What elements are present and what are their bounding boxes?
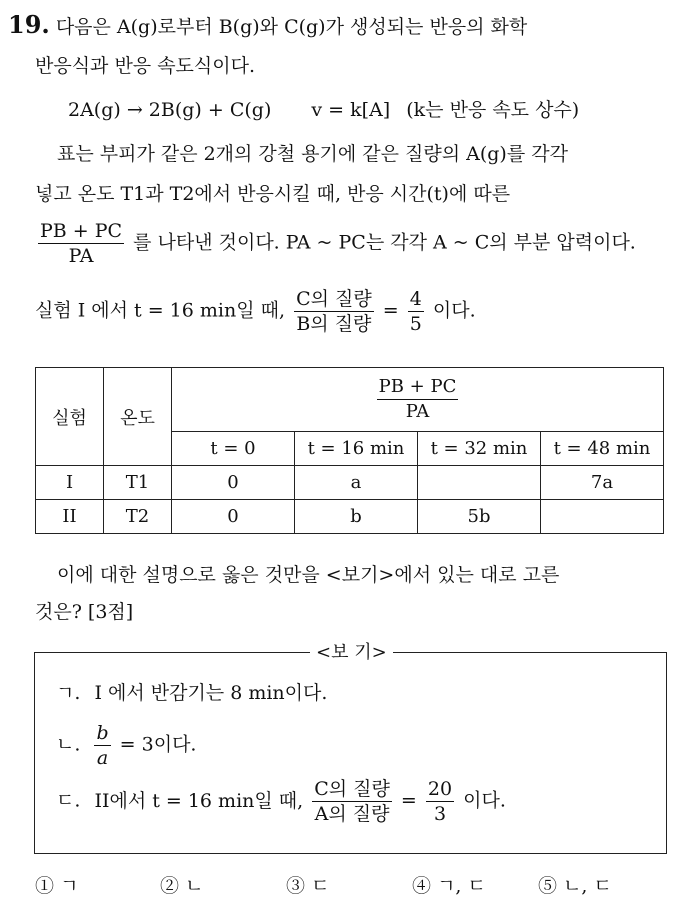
bogi-fraction-numerator: b: [96, 722, 109, 744]
bogi-item-2: [56, 722, 196, 769]
header-ratio-fraction: [377, 376, 459, 423]
header-ratio-numerator: PB + PC: [377, 376, 459, 400]
table-cell: b: [295, 500, 418, 534]
bogi-value-fraction: [426, 778, 454, 825]
bogi-fraction-denominator: a: [96, 747, 109, 769]
table-cell: a: [295, 466, 418, 500]
para-1: 표는 부피가 같은 2개의 강철 용기에 같은 질량의 A(g)를 각각: [57, 143, 568, 165]
pressure-ratio-numerator: PB + PC: [40, 220, 123, 242]
choice-3[interactable]: [286, 874, 329, 898]
bogi-value-numerator: 20: [427, 778, 453, 800]
row-temperature: T2: [104, 500, 172, 534]
question-line-2: 반응식과 반응 속도식이다.: [35, 55, 256, 77]
table-cell: 0: [172, 466, 295, 500]
bogi-item-3: ㄷ. II에서 t = 16 min일 때, $\frac{\text{C의 질량}}{\text{A의 질량}}$ = $\frac{20}{3}$ 이다.: [56, 778, 506, 825]
bogi-mass-numerator: C의 질량: [314, 778, 390, 800]
header-temperature: 온도: [104, 368, 172, 466]
choice-number: ①: [35, 875, 55, 897]
bogi-label: ㄱ.: [56, 682, 81, 704]
reaction-equation: 2A(g) → 2B(g) + C(g): [68, 99, 272, 121]
bogi-mass-fraction: [312, 778, 392, 825]
mass-ratio-fraction: [294, 288, 374, 335]
bogi-text: 이다.: [463, 789, 506, 812]
bogi-value-denominator: 3: [433, 803, 447, 825]
bogi-text: = 3이다.: [119, 733, 197, 756]
mass-ratio-value-denominator: 5: [409, 313, 422, 335]
choice-text: ㄴ, ㄷ: [563, 875, 612, 897]
bogi-item-1: [56, 681, 327, 705]
bogi-text-head: II에서 t = 16 min일 때,: [94, 789, 304, 812]
choice-text: ㄴ: [185, 875, 204, 897]
choice-text: ㄷ: [311, 875, 330, 897]
mass-ratio-denominator: B의 질량: [296, 313, 372, 335]
rate-law: v = k[A]: [311, 99, 391, 121]
bogi-fraction: [94, 722, 110, 769]
header-experiment: 실험: [36, 368, 104, 466]
choice-5[interactable]: [538, 874, 612, 898]
time-header: t = 48 min: [541, 432, 664, 466]
table-cell: [418, 466, 541, 500]
experiment-condition: 실험 I 에서 t = 16 min일 때, $\frac{\text{C의 질량}}{\text{B의 질량}}$ = $\frac{4}{5}$ 이다.: [35, 288, 476, 335]
time-header: t = 32 min: [418, 432, 541, 466]
question-line-1: [8, 10, 528, 39]
choice-number: ③: [286, 875, 306, 897]
question-text-1: 다음은 A(g)로부터 B(g)와 C(g)가 생성되는 반응의 화학: [55, 16, 528, 38]
para-3: [35, 220, 636, 267]
choice-2[interactable]: [160, 874, 203, 898]
mass-ratio-numerator: C의 질량: [296, 288, 372, 310]
data-table: [35, 367, 664, 534]
bogi-mass-denominator: A의 질량: [314, 803, 390, 825]
table-cell: 0: [172, 500, 295, 534]
choice-1[interactable]: [35, 874, 78, 898]
para-3-text: 를 나타낸 것이다. PA ~ PC는 각각 A ~ C의 부분 압력이다.: [133, 231, 636, 254]
table-cell: 5b: [418, 500, 541, 534]
header-ratio: [172, 368, 664, 432]
header-ratio-denominator: PA: [405, 401, 430, 422]
row-experiment: I: [36, 466, 104, 500]
bogi-text: I 에서 반감기는 8 min이다.: [94, 682, 328, 704]
prompt-line-1: 이에 대한 설명으로 옳은 것만을 <보기>에서 있는 대로 고른: [57, 564, 560, 586]
bogi-title: <보 기>: [310, 643, 393, 663]
choice-number: ②: [160, 875, 180, 897]
table-cell: [541, 500, 664, 534]
para-2: 넣고 온도 T1과 T2에서 반응시킬 때, 반응 시간(t)에 따른: [35, 183, 511, 205]
prompt-line-2: 것은? [3점]: [35, 601, 134, 623]
table-cell: 7a: [541, 466, 664, 500]
time-header: t = 16 min: [295, 432, 418, 466]
pressure-ratio-denominator: PA: [68, 245, 94, 267]
time-header: t = 0: [172, 432, 295, 466]
choice-4[interactable]: [412, 874, 486, 898]
condition-head: 실험 I 에서 t = 16 min일 때,: [35, 299, 286, 322]
row-experiment: II: [36, 500, 104, 534]
row-temperature: T1: [104, 466, 172, 500]
pressure-ratio-fraction: [38, 220, 124, 267]
rate-note: (k는 반응 속도 상수): [406, 99, 580, 121]
choice-number: ④: [412, 875, 432, 897]
choice-number: ⑤: [538, 875, 558, 897]
mass-ratio-value-numerator: 4: [409, 288, 422, 310]
reaction-line: [68, 98, 579, 122]
question-number: 19.: [8, 10, 50, 39]
choice-text: ㄱ: [60, 875, 79, 897]
choice-text: ㄱ, ㄷ: [437, 875, 486, 897]
condition-tail: 이다.: [432, 299, 476, 322]
mass-ratio-value: [408, 288, 424, 335]
bogi-label: ㄷ.: [56, 789, 81, 812]
bogi-label: ㄴ.: [56, 733, 81, 756]
